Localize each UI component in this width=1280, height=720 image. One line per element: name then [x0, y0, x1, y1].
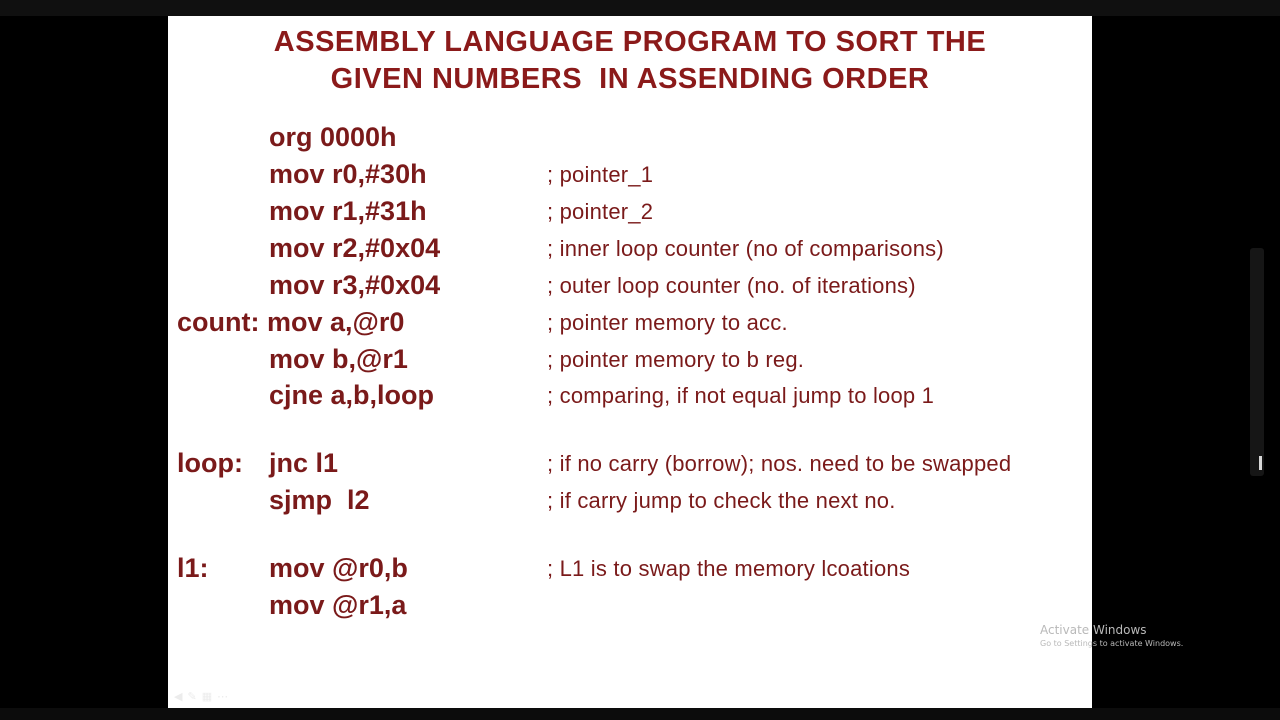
- code-instruction: jnc l1: [269, 448, 339, 478]
- code-line: [168, 378, 1092, 412]
- slide: [168, 16, 1092, 708]
- code-comment: ; pointer_1: [547, 162, 654, 187]
- code-line: [168, 194, 1092, 228]
- code-instruction: mov @r0,b: [269, 553, 408, 583]
- side-scrollbar-thumb[interactable]: [1259, 456, 1262, 470]
- code-instruction: mov r0,#30h: [269, 159, 427, 189]
- code-comment: ; pointer memory to b reg.: [547, 347, 805, 372]
- activate-windows-watermark: [1040, 622, 1183, 650]
- code-line: [168, 268, 1092, 302]
- watermark-subtitle: Go to Settings to activate Windows.: [1040, 639, 1184, 648]
- code-instruction: mov r2,#0x04: [269, 233, 441, 263]
- code-line: [168, 342, 1092, 376]
- code-line: [168, 551, 1092, 585]
- code-comment: ; outer loop counter (no. of iterations): [547, 273, 916, 298]
- code-line: [168, 588, 1092, 622]
- code-instruction: org 0000h: [269, 122, 397, 152]
- code-comment: ; pointer memory to acc.: [547, 310, 788, 335]
- code-line: [168, 120, 1092, 154]
- code-instruction: mov r1,#31h: [269, 196, 427, 226]
- code-comment: ; if carry jump to check the next no.: [547, 488, 896, 513]
- code-instruction: mov b,@r1: [269, 344, 408, 374]
- code-label: l1:: [177, 553, 209, 583]
- code-instruction: sjmp l2: [269, 485, 370, 515]
- code-line: [168, 446, 1092, 480]
- code-instruction: mov r3,#0x04: [269, 270, 441, 300]
- code-instruction: cjne a,b,loop: [269, 380, 435, 410]
- more-options-icon[interactable]: ⋯: [217, 691, 234, 703]
- side-scrollbar[interactable]: [1250, 248, 1264, 476]
- slide-title-line-2: GIVEN NUMBERS IN ASSENDING ORDER: [330, 63, 930, 95]
- code-comment: ; inner loop counter (no of comparisons): [547, 236, 944, 261]
- code-line: [168, 483, 1092, 517]
- top-bar: [0, 0, 1280, 16]
- code-line: [168, 231, 1092, 265]
- code-instruction: mov @r1,a: [269, 590, 407, 620]
- code-line: [168, 305, 1092, 339]
- code-comment: ; if no carry (borrow); nos. need to be swapped: [547, 451, 1012, 476]
- pen-icon[interactable]: ✎: [187, 691, 202, 703]
- previous-slide-icon[interactable]: ◀: [174, 691, 188, 703]
- slides-grid-icon[interactable]: ▦: [201, 691, 218, 703]
- slide-title-line-1: ASSEMBLY LANGUAGE PROGRAM TO SORT THE: [273, 26, 987, 58]
- code-comment: ; L1 is to swap the memory lcoations: [547, 556, 911, 581]
- watermark-title: Activate Windows: [1040, 623, 1147, 637]
- code-line: [168, 157, 1092, 191]
- code-comment: ; pointer_2: [547, 199, 654, 224]
- code-comment: ; comparing, if not equal jump to loop 1: [547, 383, 935, 408]
- code-label: count: mov a,@r0: [177, 307, 405, 337]
- bottom-bar: [0, 708, 1280, 720]
- code-label: loop:: [177, 448, 243, 478]
- slideshow-toolbar-faint[interactable]: [174, 690, 233, 704]
